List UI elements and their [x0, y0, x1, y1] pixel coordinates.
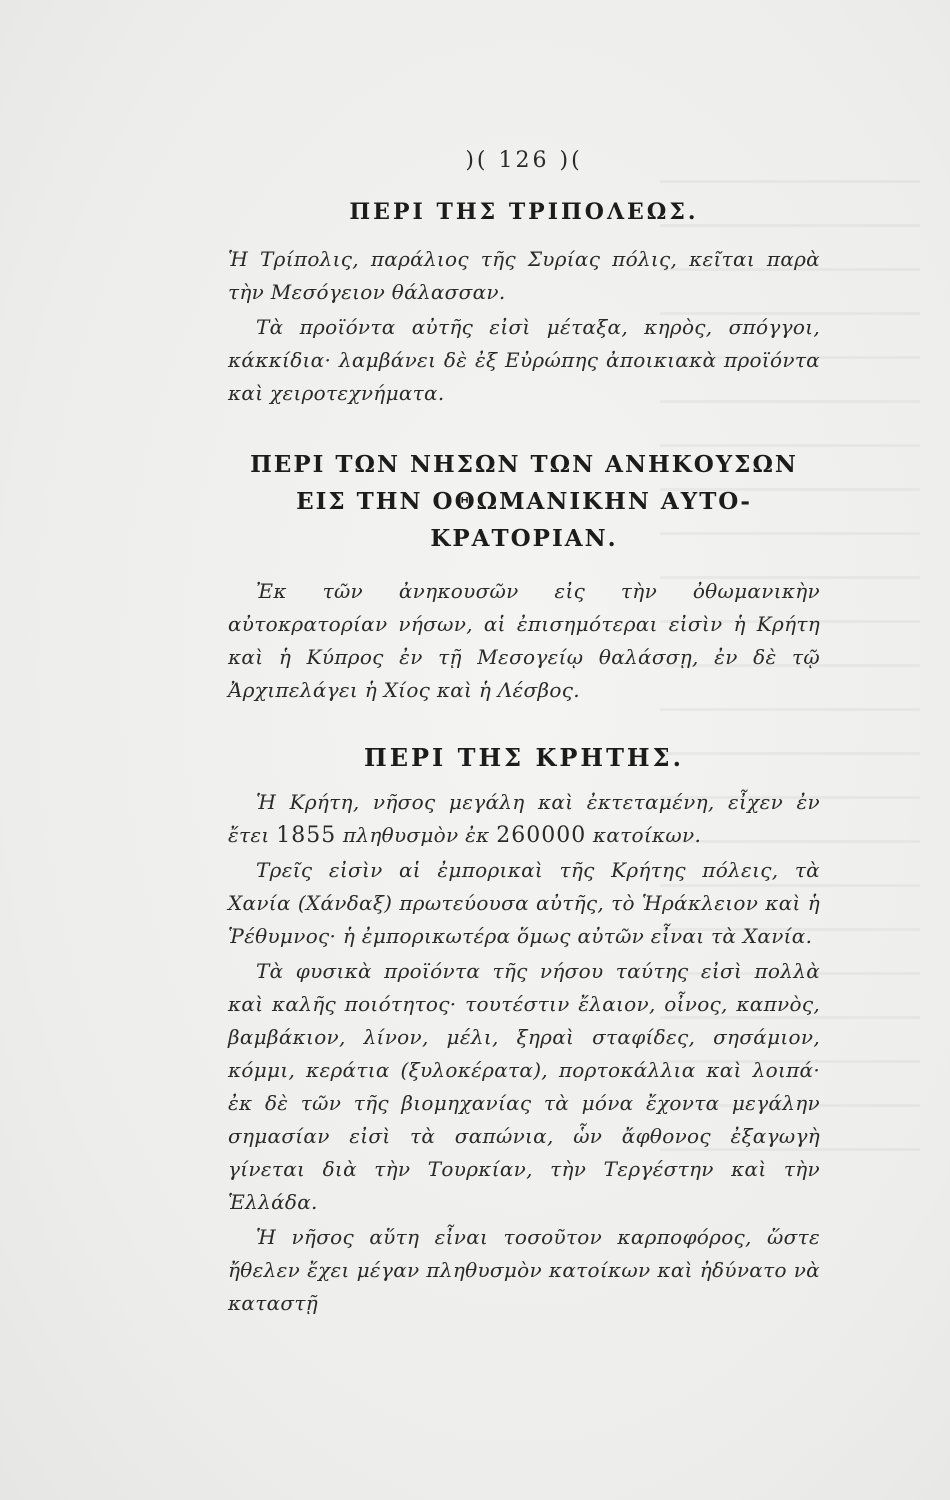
paragraph-islands: Ἐκ τῶν ἀνηκουσῶν εἰς τὴν ὀθωμανικὴν αὐτοκρατορίαν νήσων, αἱ ἐπισημότεραι εἰσὶν ἡ Κρήτη καὶ ἡ Κύπρος ἐν τῇ Μεσογείῳ θαλάσσῃ, ἐν δὲ τῷ Ἀρχιπελάγει ἡ Χίος καὶ ἡ Λέσβος.	[228, 579, 820, 702]
crete-population: 260000	[496, 823, 587, 848]
heading-line: ΕΙΣ ΤΗΝ ΟΘΩΜΑΝΙΚΗΝ ΑΥΤΟ-	[296, 488, 752, 515]
paragraph-crete-cities: Τρεῖς εἰσὶν αἱ ἐμπορικαὶ τῆς Κρήτης πόλεις, τὰ Χανία (Χάνδαξ) πρωτεύουσα αὐτῆς, τὸ Ἡράκλειον καὶ ἡ Ῥέθυμνος· ἡ ἐμπορικωτέρα ὅμως αὐτῶν εἶναι τὰ Χανία.	[228, 858, 820, 948]
crete-year: 1855	[276, 823, 337, 848]
heading-crete: ΠΕΡΙ ΤΗΣ ΚΡΗΤΗΣ.	[364, 743, 684, 772]
crete-intro-middle: πληθυσμὸν ἐκ	[342, 823, 490, 847]
paragraph-crete-intro	[228, 786, 820, 852]
paragraph-tripoli-products: Τὰ προϊόντα αὐτῆς εἰσὶ μέταξα, κηρὸς, σπόγγοι, κάκκίδια· λαμβάνει δὲ ἐξ Εὐρώπης ἀποικιακὰ προϊόντα καὶ χειροτεχνήματα.	[228, 315, 820, 405]
paragraph-tripoli-location: Ἡ Τρίπολις, παράλιος τῆς Συρίας πόλις, κεῖται παρὰ τὴν Μεσόγειον θάλασσαν.	[228, 247, 820, 304]
crete-intro-after: κατοίκων.	[592, 823, 702, 847]
paragraph-crete-products: Τὰ φυσικὰ προϊόντα τῆς νήσου ταύτης εἰσὶ πολλὰ καὶ καλῆς ποιότητος· τουτέστιν ἔλαιον, οἶνος, καπνὸς, βαμβάκιον, λίνον, μέλι, ξηραὶ σταφίδες, σησάμιον, κόμμι, κεράτια (ξυλοκέρατα), πορτοκάλλια καὶ λοιπά· ἐκ δὲ τῶν τῆς βιομηχανίας τὰ μόνα ἔχοντα μεγάλην σημασίαν εἰσὶ τὰ σαπώνια, ὧν ἄφθονος ἐξαγωγὴ γίνεται διὰ τὴν Τουρκίαν, τὴν Τεργέστην καὶ τὴν Ἑλλάδα.	[228, 959, 820, 1214]
page-number: )( 126 )(	[465, 148, 583, 173]
heading-tripoli: ΠΕΡΙ ΤΗΣ ΤΡΙΠΟΛΕΩΣ.	[349, 199, 699, 225]
crete-intro-before: Ἡ Κρήτη, νῆσος μεγάλη καὶ ἐκτεταμένη, εἶχεν ἐν ἔτει	[228, 790, 820, 847]
heading-ottoman-islands	[228, 446, 820, 557]
paragraph-crete-fertility: Ἡ νῆσος αὕτη εἶναι τοσοῦτον καρποφόρος, ὥστε ἤθελεν ἔχει μέγαν πληθυσμὸν κατοίκων καὶ ἠδύνατο νὰ καταστῇ	[228, 1225, 820, 1315]
heading-line: ΚΡΑΤΟΡΙΑΝ.	[430, 525, 618, 552]
text-block	[228, 148, 820, 1320]
heading-line: ΠΕΡΙ ΤΩΝ ΝΗΣΩΝ ΤΩΝ ΑΝΗΚΟΥΣΩΝ	[250, 451, 798, 478]
